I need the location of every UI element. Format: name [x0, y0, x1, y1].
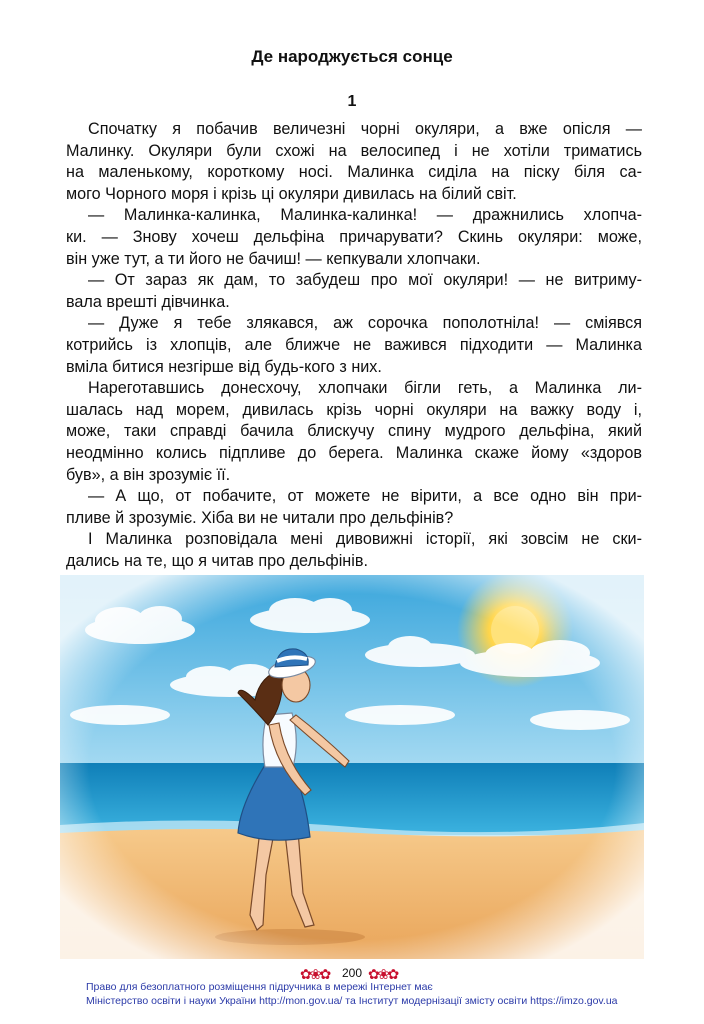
flower-ornament-icon: ✿❀✿: [368, 966, 398, 982]
flower-ornament-icon: ✿❀✿: [300, 966, 330, 982]
text-line: — От зараз як дам, то забудеш про мої окуляри! — не витриму-: [88, 271, 642, 290]
text-line: Нареготавшись донесхочу, хлопчаки бігли геть, а Малинка ли-: [88, 379, 642, 398]
footer-ministry-line: Міністерство освіти і науки України http://mon.gov.ua/ та Інститут модернізації змісту освіти https://imzo.gov.ua: [86, 995, 618, 1007]
story-text: [66, 119, 642, 572]
text-line: — А що, от побачите, от можете не вірити, а все одно він при-: [88, 487, 642, 506]
story-title: Де народжується сонце: [251, 47, 453, 66]
text-line: Спочатку я побачив величезні чорні окуляри, а вже опісля —: [88, 120, 642, 138]
text-line: дались на те, що я читав про дельфінів.: [66, 551, 368, 570]
text-line: був», а він зрозуміє її.: [66, 465, 231, 484]
text-line: пливе й зрозуміє. Хіба ви не читали про дельфінів?: [66, 508, 454, 527]
text-line: може, таки справді бачила блискучу спину мудрого дельфіна, який: [66, 422, 642, 441]
text-line: Малинку. Окуляри були схожі на велосипед і не хотіли триматись: [66, 141, 642, 160]
text-line: ки. — Знову хочеш дельфіна причарувати? Скинь окуляри: може,: [66, 227, 642, 246]
text-line: котрийсь із хлопців, але ближче не важився підходити — Малинка: [66, 335, 642, 354]
text-line: — Малинка-калинка, Малинка-калинка! — дражнились хлопча-: [88, 206, 642, 225]
text-line: вміла битися незгірше від будь-кого з них.: [66, 357, 382, 376]
page-number: 200: [341, 966, 363, 980]
text-line: І Малинка розповідала мені дивовижні історії, які зовсім не ски-: [88, 530, 642, 549]
text-line: неодмінно колись підпливе до берега. Малинка скаже йому «здоров: [66, 443, 642, 462]
footer-rights-line: Право для безоплатного розміщення підручника в мережі Інтернет має: [86, 981, 433, 993]
text-line: шалась над морем, дивилась крізь чорні окуляри на важку воду і,: [66, 400, 642, 419]
text-line: вала врешті дівчинка.: [66, 292, 230, 311]
text-line: — Дуже я тебе злякався, аж сорочка пополотніла! — сміявся: [88, 314, 642, 333]
beach-illustration: [60, 575, 644, 959]
text-line: на маленькому, короткому носі. Малинка сиділа на піску біля са-: [66, 163, 642, 182]
chapter-number: 1: [347, 93, 357, 110]
text-line: він уже тут, а ти його не бачиш! — кепкували хлопчаки.: [66, 249, 481, 268]
text-line: мого Чорного моря і крізь ці окуляри дивилась на білий світ.: [66, 184, 517, 203]
